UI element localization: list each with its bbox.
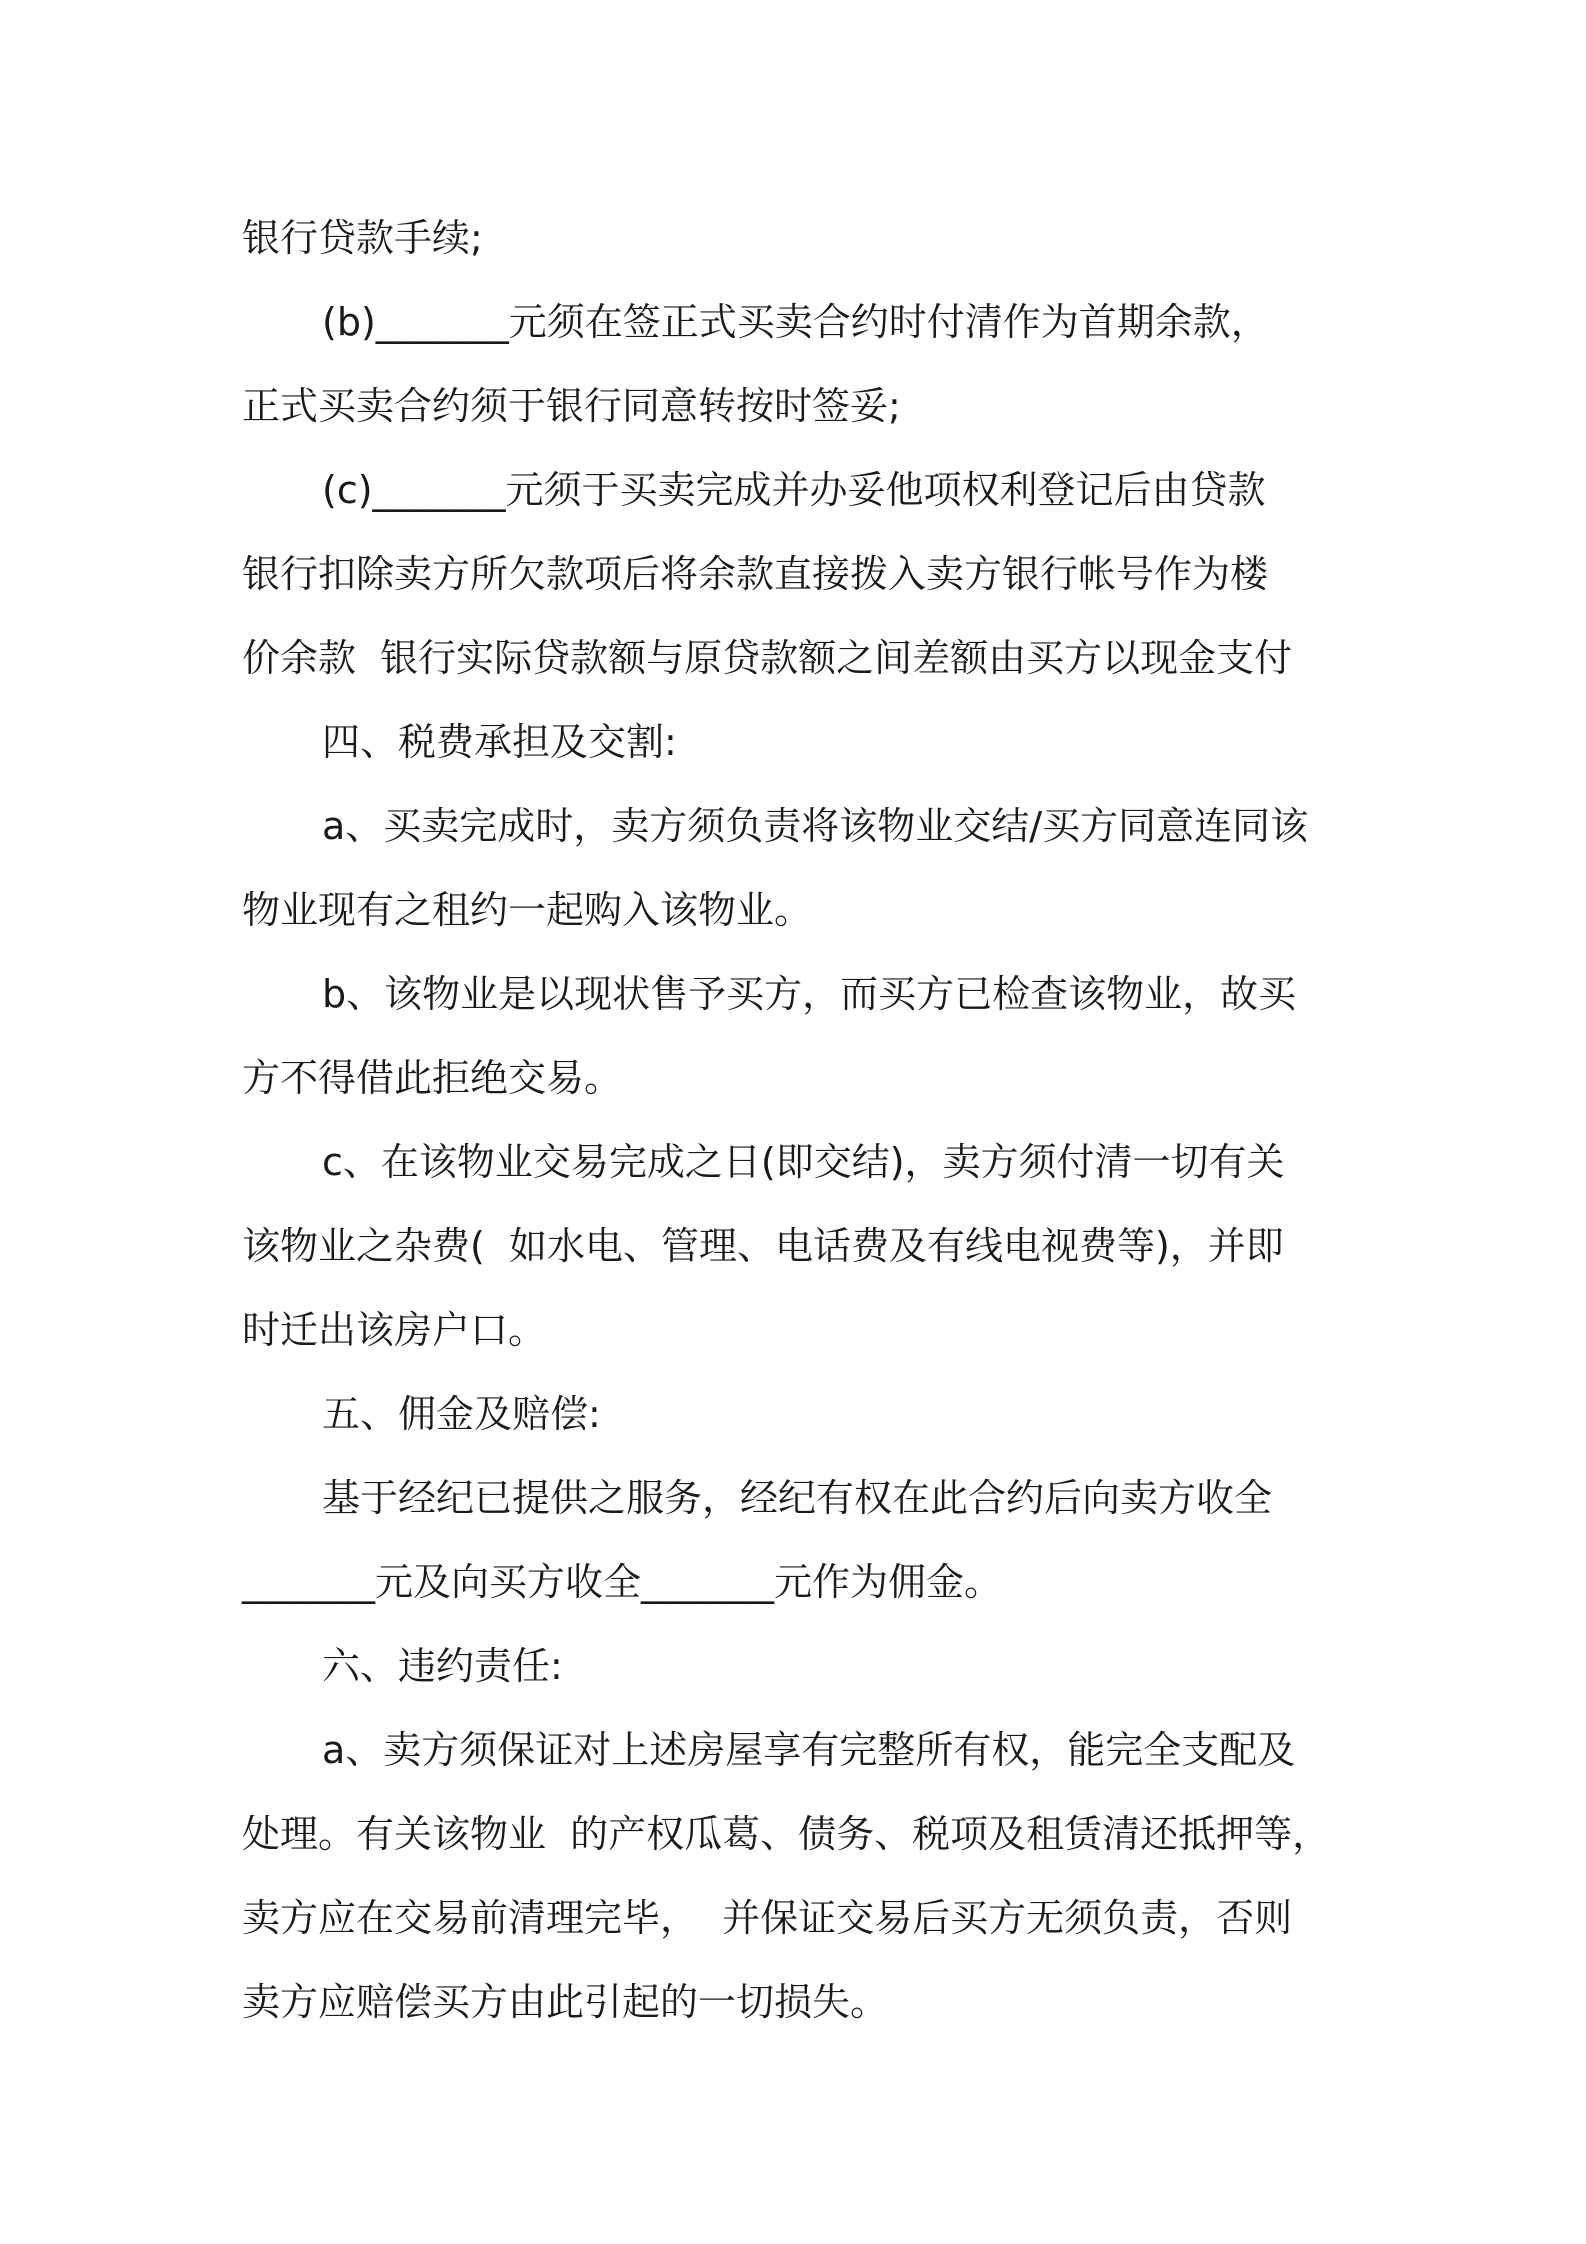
clause-b-line: (b)_______元须在签正式买卖合约时付清作为首期余款， [322,300,1269,344]
text-line: 银行贷款手续; [242,216,483,260]
text-line: 正式买卖合约须于银行同意转按时签妥; [242,384,901,428]
section-heading-4: 四、税费承担及交割: [322,720,677,764]
text-line: 该物业之杂费( 如水电、管理、电话费及有线电视费等)，并即 [242,1224,1284,1268]
section-heading-6: 六、违约责任: [322,1644,563,1688]
item-b-line: b、该物业是以现状售予买方，而买方已检查该物业，故买 [322,972,1297,1016]
text-line: 方不得借此拒绝交易。 [242,1056,623,1100]
text-line: 处理。有关该物业 的产权瓜葛、债务、税项及租赁清还抵押等， [242,1812,1331,1856]
text-line: 价余款 银行实际贷款额与原贷款额之间差额由买方以现金支付 [242,636,1293,680]
text-line: 时迁出该房户口。 [242,1308,547,1352]
section-heading-5: 五、佣金及赔偿: [322,1392,601,1436]
document-body [242,196,1354,2044]
text-line: 卖方应赔偿买方由此引起的一切损失。 [242,1980,889,2024]
commission-line: 基于经纪已提供之服务，经纪有权在此合约后向卖方收全 [322,1476,1273,1520]
item-a-line: a、买卖完成时，卖方须负责将该物业交结/买方同意连同该 [322,804,1309,848]
item-a-line: a、卖方须保证对上述房屋享有完整所有权，能完全支配及 [322,1728,1296,1772]
item-c-line: c、在该物业交易完成之日(即交结)，卖方须付清一切有关 [322,1140,1285,1184]
text-line: 卖方应在交易前清理完毕， 并保证交易后买方无须负责，否则 [242,1896,1293,1940]
text-line: 物业现有之租约一起购入该物业。 [242,888,813,932]
clause-c-line: (c)_______元须于买卖完成并办妥他项权利登记后由贷款 [322,468,1266,512]
text-line: _______元及向买方收全_______元作为佣金。 [242,1560,1003,1604]
text-line: 银行扣除卖方所欠款项后将余款直接拨入卖方银行帐号作为楼 [242,552,1269,596]
